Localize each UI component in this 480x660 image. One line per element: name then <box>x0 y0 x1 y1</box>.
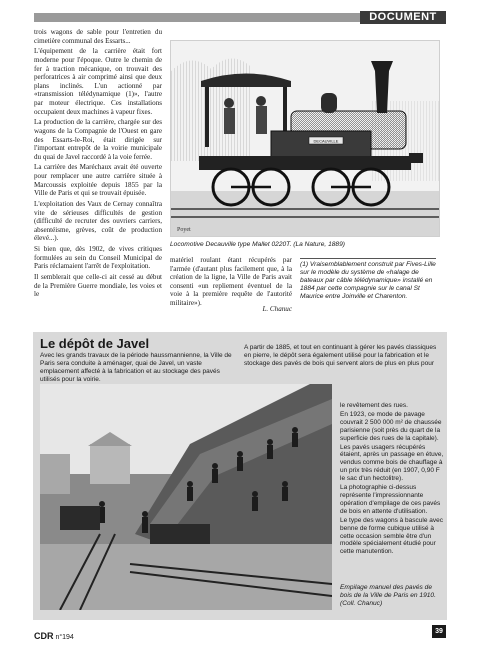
box-title: Le dépôt de Javel <box>40 336 150 351</box>
paragraph: La production de la carrière, chargée sur des wagons de la Compagnie de l'Ouest en gare des Essarts-le-Roi, était dirigée sur l'important entrepôt de la voirie municipale du quai de Javel raccordé à la voie ferrée. <box>34 118 162 161</box>
box-paragraph: La photographie ci-dessus représente l'impressionnante opération d'empilage de ces pavés de bois en attente d'utilisation. <box>340 484 441 515</box>
paragraph: trois wagons de sable pour l'entretien du cimetière communal des Essarts... <box>34 28 162 45</box>
paragraph: L'équipement de la carrière était fort moderne pour l'époque. Outre le chemin de fer à traction mécanique, on trouvait des perforatrices à air comprimé ainsi que deux plans inclinés. L'un actionné par «transmission télédynamique (1)», l'autre par moteur électrique. Ces installations occupaient deux machines à vapeur fixes. <box>34 47 162 116</box>
box-paragraph: Les pavés usagers récupérés étaient, après un passage en étuve, vendus comme bois de chauffage à un prix très réduit (en 1907, 0,90 F le sac d'un hectolitre). <box>340 443 444 483</box>
middle-column-text: matériel roulant étant récupérés par l'armée (d'autant plus facilement que, à la création de la ligne, la Ville de Paris avait consenti «un repliement éventuel de la voie à la première requête de l'autorité militaire»). <box>170 256 292 307</box>
issue-number: n°194 <box>55 634 74 641</box>
paving-photo <box>40 384 332 610</box>
box-intro-right: A partir de 1885, et tout en continuant à gérer les pavés classiques en pierre, le dépôt sera également utilisé pour la fabrication et le stockage des pavés de bois qui servent alors de plus en plus pour <box>244 344 437 367</box>
engraver-signature: Poyet <box>177 227 191 233</box>
author: L. Chanuc <box>262 305 292 313</box>
left-column <box>34 28 162 301</box>
page-number: 39 <box>432 625 446 638</box>
box-photo-caption: Empilage manuel des pavés de bois de la Ville de Paris en 1910. (Coll. Chanuc) <box>340 584 436 607</box>
magazine-name: CDR <box>34 631 54 641</box>
paragraph: La carrière des Maréchaux avait été ouverte pour remplacer une autre carrière située à Marcoussis exploitée depuis 1855 par la Ville de Paris et qui se trouvait épuisée. <box>34 163 162 198</box>
paragraph: L'exploitation des Vaux de Cernay connaîtra vite de sérieuses difficultés de gestion (difficulté de recruter des ouvriers carriers, absentéisme, grèves, coût de production élevé...). <box>34 200 162 243</box>
footer-magazine <box>34 631 74 641</box>
locomotive-engraving <box>170 40 440 237</box>
nameplate: DECAUVILLE <box>313 138 339 144</box>
box-paragraph: le revêtement des rues. <box>340 402 408 409</box>
paragraph: Il semblerait que celle-ci ait cessé au début de la Première Guerre mondiale, les voies et le <box>34 273 162 299</box>
section-label: DOCUMENT <box>360 11 446 24</box>
box-paragraph: Le type des wagons à bascule avec benne de forme cubique utilisé à cette occasion semble être d'un modèle spécialement étudié pour cette manutention. <box>340 516 443 556</box>
locomotive-caption: Locomotive Decauville type Mallet 0220T. (La Nature, 1889) <box>170 241 345 248</box>
footnote-rule <box>300 258 436 259</box>
paragraph: Si bien que, dès 1902, de vives critiques formulées au sein du Conseil Municipal de Paris réclamaient l'arrêt de l'exploitation. <box>34 245 162 271</box>
box-paragraph: En 1923, ce mode de pavage couvrait 2 500 000 m² de chaussée parisienne (soit près du quart de la superficie des rues de la capitale). <box>340 410 442 442</box>
box-side-column <box>340 402 444 557</box>
box-intro-left: Avec les grands travaux de la période haussmannienne, la Ville de Paris sera conduite à aménager, quai de Javel, un vaste emplacement affecté à la fabrication et au stockage des pavés utilisés pour la voirie. <box>40 352 232 383</box>
footnote: (1) Vraisemblablement construit par Fives-Lille sur le modèle du système de «halage de bateaux par câble télédynamique» installé en 1884 par cette compagnie sur le canal St Maurice entre Joinville et Charenton. <box>300 261 436 300</box>
